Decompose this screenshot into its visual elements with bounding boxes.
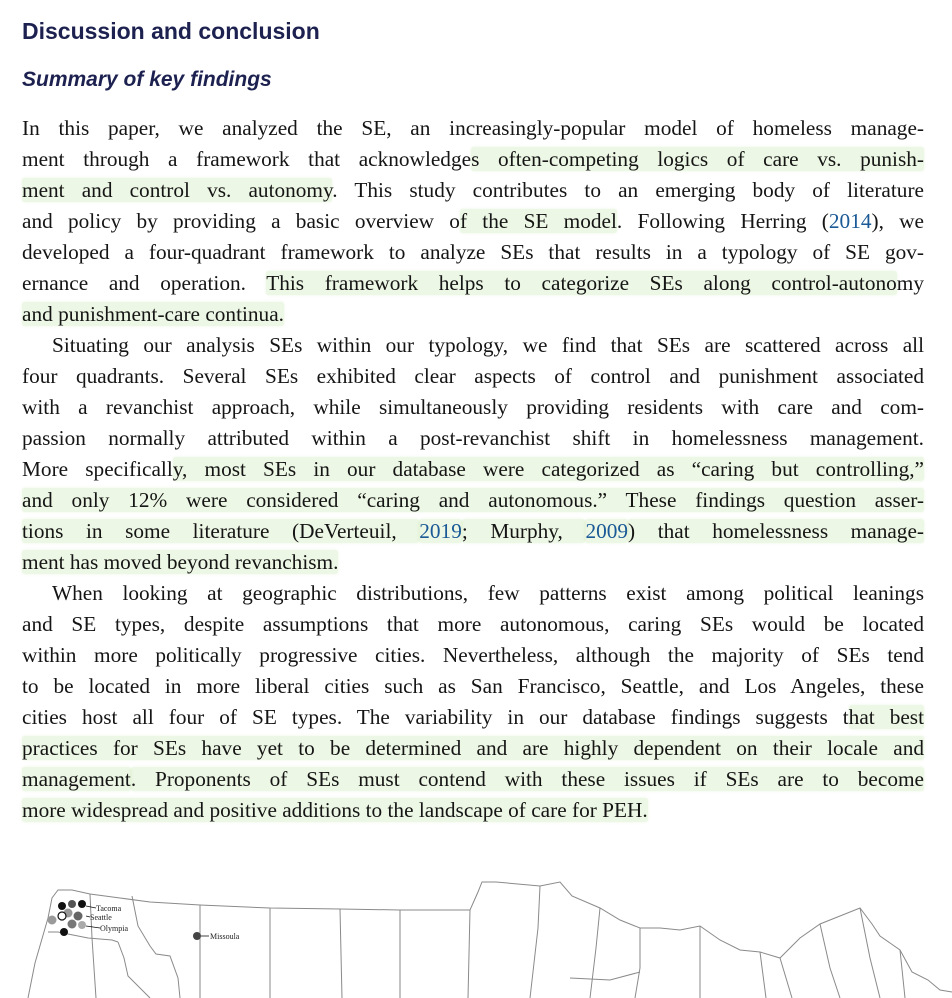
us-map [0,868,952,998]
body-text [22,113,924,826]
text-line [22,485,924,516]
highlighted-text: and only 12% were considered “caring and autonomous.” These findings question asser- [22,488,924,512]
text-line [22,206,924,237]
text-segment: and policy by providing a basic overview o [22,209,460,233]
text-segment: ment through a framework that acknowledge [22,147,472,171]
text-line [22,113,924,144]
text-segment: . Following Herring ( [616,209,829,233]
text-line [22,702,924,733]
citation-link[interactable]: 2019 [419,519,462,543]
highlighted-text: ) that homelessness manage- [628,519,924,543]
text-line [22,578,924,609]
paragraph [22,113,924,330]
text-line [22,330,924,361]
highlighted-text: This framework helps to categorize SEs along control-autono [266,271,897,295]
text-segment: passion normally attributed within a post-revanchist shift in homelessness management. [22,426,924,450]
highlighted-text: f the SE model [459,209,617,233]
text-line [22,640,924,671]
text-line [22,299,924,330]
map-label-tacoma: Tacoma [96,904,122,913]
text-line [22,516,924,547]
map-label-seattle: Seattle [90,913,112,922]
text-segment: When looking at geographic distributions, few patterns exist among political leanings [52,581,924,605]
map-label-olympia: Olympia [100,924,128,933]
text-segment: developed a four-quadrant framework to analyze SEs that results in a typology of SE gov- [22,240,924,264]
text-segment: ernance and operation. [22,271,267,295]
highlighted-text: practices for SEs have yet to be determined and are highly dependent on their locale and [22,736,924,760]
state-borders [28,882,952,998]
text-line [22,392,924,423]
text-segment: to be located in more liberal cities such as San Francisco, Seattle, and Los Angeles, these [22,674,924,698]
text-line [22,795,924,826]
text-line [22,671,924,702]
text-segment: within more politically progressive cities. Nevertheless, although the majority of SEs tend [22,643,924,667]
paragraph [22,330,924,578]
text-line [22,733,924,764]
highlighted-text: more widespread and positive additions to the landscape of care for PEH. [22,798,648,822]
highlighted-text: ment and control vs. autonomy [22,178,333,202]
text-segment: and SE types, despite assumptions that more autonomous, caring SEs would be located [22,612,924,636]
text-line [22,361,924,392]
paragraph [22,578,924,826]
citation-link[interactable]: 2009 [585,519,629,543]
text-line [22,454,924,485]
highlighted-text: hat best [848,705,925,729]
text-segment: four quadrants. Several SEs exhibited clear aspects of control and punishment associated [22,364,924,388]
text-line [22,547,924,578]
text-segment: ), we [871,209,925,233]
highlighted-text: tions in some literature (DeVerteuil, [22,519,420,543]
subsection-title: Summary of key findings [22,68,272,91]
highlighted-text: ment has moved beyond revanchism. [22,550,339,574]
text-segment: my [896,271,924,295]
section-title: Discussion and conclusion [22,18,320,44]
citation-link[interactable]: 2014 [828,209,872,233]
text-line [22,609,924,640]
text-segment: More specificall [22,457,173,481]
highlighted-text: and punishment-care continua. [22,302,284,326]
text-segment: Situating our analysis SEs within our typology, we find that SEs are scattered across all [52,333,924,357]
text-line [22,144,924,175]
text-segment: cities host all four of SE types. The variability in our database findings suggests t [22,705,849,729]
highlighted-text: s often-competing logics of care vs. punish- [471,147,924,171]
text-line [22,268,924,299]
highlighted-text: ; Murphy, [461,519,586,543]
highlighted-text: y, most SEs in our database were categorized as “caring but controlling,” [172,457,925,481]
highlighted-text: . Proponents of SEs must contend with these issues if SEs are to become [130,767,924,791]
text-line [22,423,924,454]
map-label-missoula: Missoula [210,932,240,941]
text-line [22,764,924,795]
text-segment: In this paper, we analyzed the SE, an increasingly-popular model of homeless manage- [22,116,924,140]
text-segment: with a revanchist approach, while simultaneously providing residents with care and com- [22,395,924,419]
text-line [22,175,924,206]
highlighted-text: management [22,767,131,791]
map-figure [0,868,952,998]
text-line [22,237,924,268]
text-segment: . This study contributes to an emerging body of literature [332,178,924,202]
